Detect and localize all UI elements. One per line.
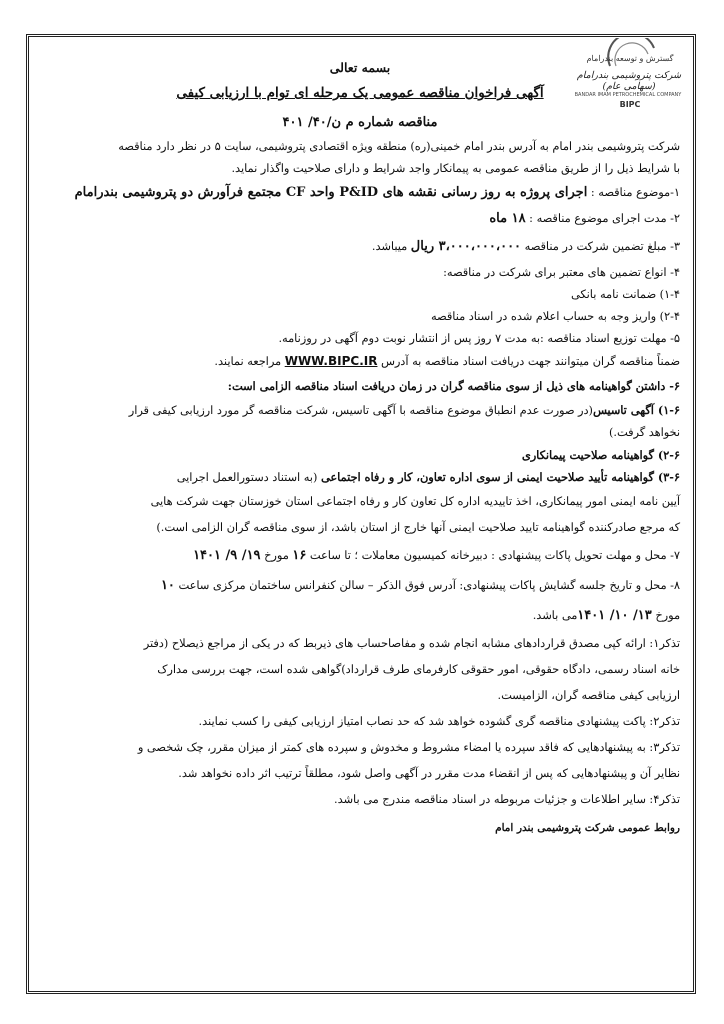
footer-signature: روابط عمومی شرکت پتروشیمی بندر امام [495, 822, 680, 834]
cert-3-line-2: آیین نامه ایمنی امور پیمانکاری، اخذ تاییدیه اداره کل تعاون کار و رفاه اجتماعی استان خوزستان جهت شرکت هایی [150, 495, 680, 508]
note-1-line-2: خانه اسناد رسمی، دادگاه حقوقی، امور حقوقی کارفرمای طرف قرارداد)گواهی شده است، جهت بررسی مدارک [157, 663, 680, 676]
cert-2: ۲-۶) گواهینامه صلاحیت پیمانکاری [521, 448, 680, 462]
note-1-line-1: تذکر۱: ارائه کپی مصدق قراردادهای مشابه انجام شده و مفاصاحساب های ذیربط که در یکی از مراجع ذیصلاح (دفتر [143, 637, 680, 650]
note-4: تذکر۴: سایر اطلاعات و جزئیات مربوطه در اسناد مناقصه مندرج می باشد. [334, 793, 680, 806]
cert-1-text: (در صورت عدم انطباق موضوع مناقصه با آگهی تاسیس، شرکت مناقصه گر مورد ارزیابی کیفی قرار [128, 404, 593, 417]
note-3-line-2: نظایر آن و پیشنهادهایی که پس از انقضاء مدت مقرر در آگهی واصل شود، مطلقاً ترتیب اثر داده نخواهد شد. [178, 767, 680, 780]
guarantee-type-1: ۱-۴) ضمانت نامه بانکی [570, 288, 680, 301]
delivery-date: ۱۹/ ۹/ ۱۴۰۱ [193, 548, 261, 563]
guarantee-value: ۳،۰۰۰،۰۰۰،۰۰۰ ریال [410, 239, 522, 254]
item-subject [40, 180, 680, 206]
note-3-line-1: تذکر۳: به پیشنهادهایی که فاقد سپرده یا امضاء مشروط و مخدوش و سپرده های کمتر از میزان مقرر، چک شخصی و [137, 741, 680, 754]
note-2: تذکر۲: پاکت پیشنهادی مناقصه گری گشوده خواهد شد که حد نصاب امتیاز ارزیابی کیفی را کسب نمایند. [198, 715, 680, 728]
logo-text-name: شرکت پتروشیمی بندرامام (سهامی عام) [576, 70, 682, 92]
logo-text-en: BANDAR IMAM PETROCHEMICAL COMPANY [574, 92, 682, 98]
duration-label: ۲- مدت اجرای موضوع مناقصه : [525, 212, 680, 225]
note-1-line-3: ارزیابی کیفی مناقصه گران، الزامیست. [497, 689, 680, 702]
opening-pre: ۸- محل و تاریخ جلسه گشایش پاکات پیشنهادی: آدرس فوق الذکر – سالن کنفرانس ساختمان مرکزی ساعت [174, 579, 680, 592]
item-opening [40, 571, 680, 601]
guarantee-type-2: ۲-۴) واریز وجه به حساب اعلام شده در اسناد مناقصه [431, 310, 680, 323]
opening-post: می باشد. [532, 609, 578, 622]
item-opening-date [40, 601, 680, 631]
site-post: مراجعه نمایند. [214, 355, 285, 368]
delivery-pre: ۷- محل و مهلت تحویل پاکات پیشنهادی : دبیرخانه کمیسیون معاملات ؛ تا ساعت [306, 549, 680, 562]
opening-date-label: مورخ [651, 609, 680, 622]
item-guarantee-amount [40, 232, 680, 262]
intro-line-1: شرکت پتروشیمی بندر امام به آدرس بندر امام خمینی(ره) منطقه ویژه اقتصادی پتروشیمی، سایت ۵ در نظر دارد مناقصه [118, 140, 680, 153]
cert-1-label: ۱-۶) آگهی تاسیس [592, 403, 680, 417]
subject-label: ۱-موضوع مناقصه : [587, 186, 680, 199]
site-pre: ضمناً مناقصه گران میتوانند جهت دریافت اسناد مناقصه به آدرس [377, 355, 680, 368]
cert-1-continued: نخواهد گرفت.) [609, 426, 680, 439]
cert-3-label: ۳-۶) گواهینامه تأیید صلاحیت ایمنی از سوی اداره تعاون، کار و رفاه اجتماعی [320, 470, 680, 484]
guarantee-post: میباشد. [371, 240, 411, 253]
opening-hour: ۱۰ [160, 578, 175, 593]
announcement-body [40, 56, 680, 839]
cert-3-text: (به استناد دستورالعمل اجرایی [176, 471, 321, 484]
logo-text-top: گسترش و توسعه بندرامام [586, 54, 674, 63]
cert-3 [40, 466, 680, 489]
item-distribution: ۵- مهلت توزیع اسناد مناقصه :به مدت ۷ روز پس از انتشار نوبت دوم آگهی در روزنامه. [278, 332, 680, 345]
item-certificates-title: ۶- داشتن گواهینامه های ذیل از سوی مناقصه گران در زمان دریافت اسناد مناقصه الزامی است: [227, 379, 680, 393]
item-website [40, 350, 680, 373]
item-guarantee-types: ۴- انواع تضمین های معتبر برای شرکت در مناقصه: [443, 266, 680, 279]
duration-value: ۱۸ ماه [489, 211, 526, 226]
tender-number: مناقصه شماره م ن/۴۰/ ۴۰۱ [282, 115, 438, 130]
delivery-mid: مورخ [260, 549, 293, 562]
opening-date: ۱۳/ ۱۰/ ۱۴۰۱ [577, 608, 652, 623]
bismillah-heading: بسمه تعالی [329, 60, 391, 75]
intro-line-2: با شرایط ذیل را از طریق مناقصه عمومی به پیمانکار واجد شرایط و دارای صلاحیت واگذار نماید. [231, 162, 680, 175]
cert-1 [40, 399, 680, 422]
item-delivery [40, 541, 680, 571]
guarantee-pre: ۳- مبلغ تضمین شرکت در مناقصه [521, 240, 680, 253]
item-duration [40, 206, 680, 232]
subject-value: اجرای پروژه به روز رسانی نقشه های P&ID واحد CF مجتمع فرآورش دو پتروشیمی بندرامام [74, 185, 588, 200]
delivery-hour: ۱۶ [292, 548, 307, 563]
website-link[interactable]: WWW.BIPC.IR [284, 354, 378, 368]
announcement-title-text: آگهی فراخوان مناقصه عمومی یک مرحله ای توام با ارزیابی کیفی [176, 85, 544, 101]
cert-3-line-3: که مرجع صادرکننده گواهینامه تایید صلاحیت ایمنی آنها خارج از استان باشد، از سوی مناقصه گران الزامی است.) [156, 521, 680, 534]
announcement-title [40, 80, 680, 106]
logo-abbr: BIPC [619, 100, 641, 109]
